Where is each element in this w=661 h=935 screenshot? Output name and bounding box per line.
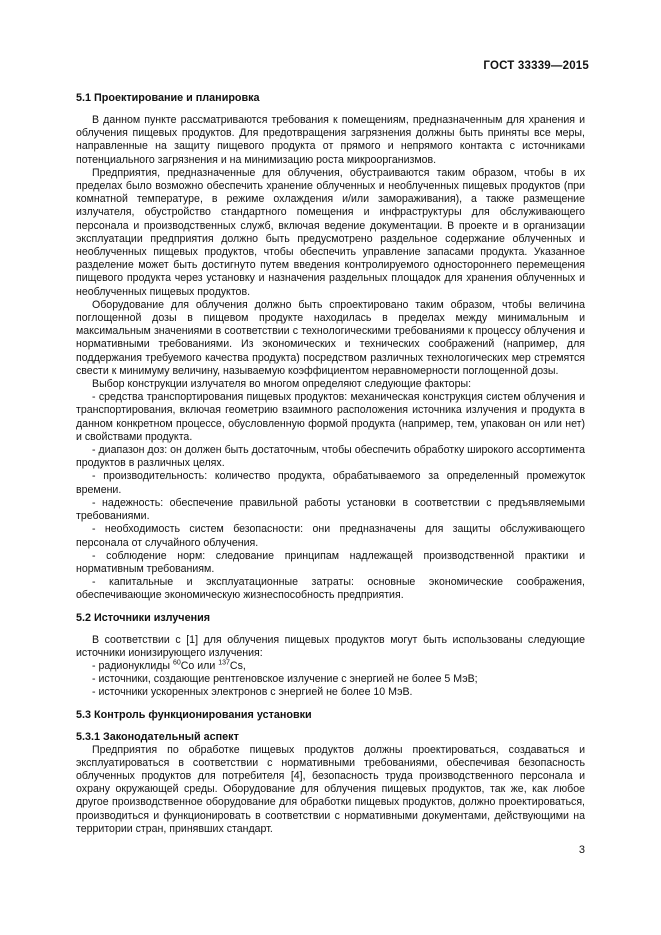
text-run: - радионуклиды	[92, 659, 173, 672]
paragraph: Предприятия по обработке пищевых продуктов должны проектироваться, создаваться и эксплуатироваться в соответствии с нормативными требованиями, обеспечивая безопасность облученных продуктов для потребителя [4], безопасность труда производственного персонала и охрану окружающей среды. Оборудование для облучения пищевых продуктов, так же, как любое другое производственное оборудование для обработки пищевых продуктов, должно проектироваться, производиться и функционировать в соответствии с нормативными документами, действующими на территории стран, принявших стандарт.	[76, 743, 585, 835]
paragraph: В соответствии с [1] для облучения пищевых продуктов могут быть использованы следующие источники ионизирующего излучения:	[76, 633, 585, 659]
list-item: - соблюдение норм: следование принципам надлежащей производственной практики и нормативным требованиям.	[76, 549, 585, 575]
paragraph: В данном пункте рассматриваются требования к помещениям, предназначенным для хранения и облучения пищевых продуктов. Для предотвращения загрязнения должны быть приняты все меры, направленные на защиту пищевого продукта от прямого и непрямого контакта с источниками потенциального загрязнения и на минимизацию роста микроорганизмов.	[76, 114, 585, 166]
list-item: - капитальные и эксплуатационные затраты: основные экономические соображения, обеспечивающие экономическую жизнеспособность предприятия.	[76, 576, 585, 602]
list-item: - источники, создающие рентгеновское излучение с энергией не более 5 МэВ;	[92, 673, 478, 686]
subsection-5-3-1-title: 5.3.1 Законодательный аспект	[76, 730, 239, 743]
document-code: ГОСТ 33339—2015	[483, 60, 589, 72]
list-item: - производительность: количество продукта, обрабатываемого за определенный промежуток времени.	[76, 470, 585, 496]
paragraph: Предприятия, предназначенные для облучения, обустраиваются таким образом, чтобы в их пределах было возможно обеспечить хранение облученных и необлученных пищевых продуктов (при комнатной температуре, в режиме охлаждения и/или замораживания), а также размещение излучателя, обустройство стандартного помещения и инфраструктуры для обслуживающего персонала и производственных служб, включая ведение документации. В проекте и в организации эксплуатации предприятия должно быть предусмотрено раздельное содержание облученных и необлученных пищевых продуктов, чтобы обеспечить управление запасами продукта. Указанное разделение может быть достигнуто путем введения контролируемого одностороннего перемещения пищевого продукта через установку и назначения раздельных площадок для хранения облученных и необлученных пищевых продуктов.	[76, 166, 585, 298]
paragraph: Оборудование для облучения должно быть спроектировано таким образом, чтобы величина поглощенной дозы в пищевом продукте находилась в пределах между минимальным и максимальным значениями в соответствии с технологическими требованиями к процессу облучения и нормативными требованиями. Из экономических и технических соображений (например, для поддержания требуемого качества продукта) посредством различных технологических мер стремятся свести к минимуму величину, называемую коэффициентом неравномерности поглощенной дозы.	[76, 298, 585, 377]
superscript: 137	[218, 659, 230, 667]
text-run: Co или	[180, 659, 219, 672]
section-5-2-title: 5.2 Источники излучения	[76, 611, 211, 624]
page-content	[76, 92, 585, 836]
superscript: 60	[172, 659, 181, 667]
list-item-radionuclides	[76, 660, 585, 673]
section-5-1-title: 5.1 Проектирование и планировка	[76, 92, 260, 104]
list-item: - средства транспортирования пищевых продуктов: механическая конструкция систем облучения и транспортирования, включая геометрию взаимного расположения источника излучения и продукта в данном конкретном процессе, обусловленную формой продукта (например, тем, упакован он или нет) и свойствами продукта.	[76, 391, 585, 443]
paragraph: Выбор конструкции излучателя во многом определяют следующие факторы:	[92, 378, 472, 391]
list-item: - необходимость систем безопасности: они предназначены для защиты обслуживающего персонала от случайного облучения.	[76, 523, 585, 549]
text-run: Cs,	[229, 659, 246, 672]
section-5-3-title: 5.3 Контроль функционирования установки	[76, 708, 312, 721]
list-item: - диапазон доз: он должен быть достаточным, чтобы обеспечить обработку широкого ассортимента продуктов в различных целях.	[76, 444, 585, 470]
list-item: - надежность: обеспечение правильной работы установки в соответствии с предъявляемыми требованиями.	[76, 496, 585, 523]
list-item: - источники ускоренных электронов с энергией не более 10 МэВ.	[92, 686, 413, 699]
page-number: 3	[578, 844, 585, 856]
